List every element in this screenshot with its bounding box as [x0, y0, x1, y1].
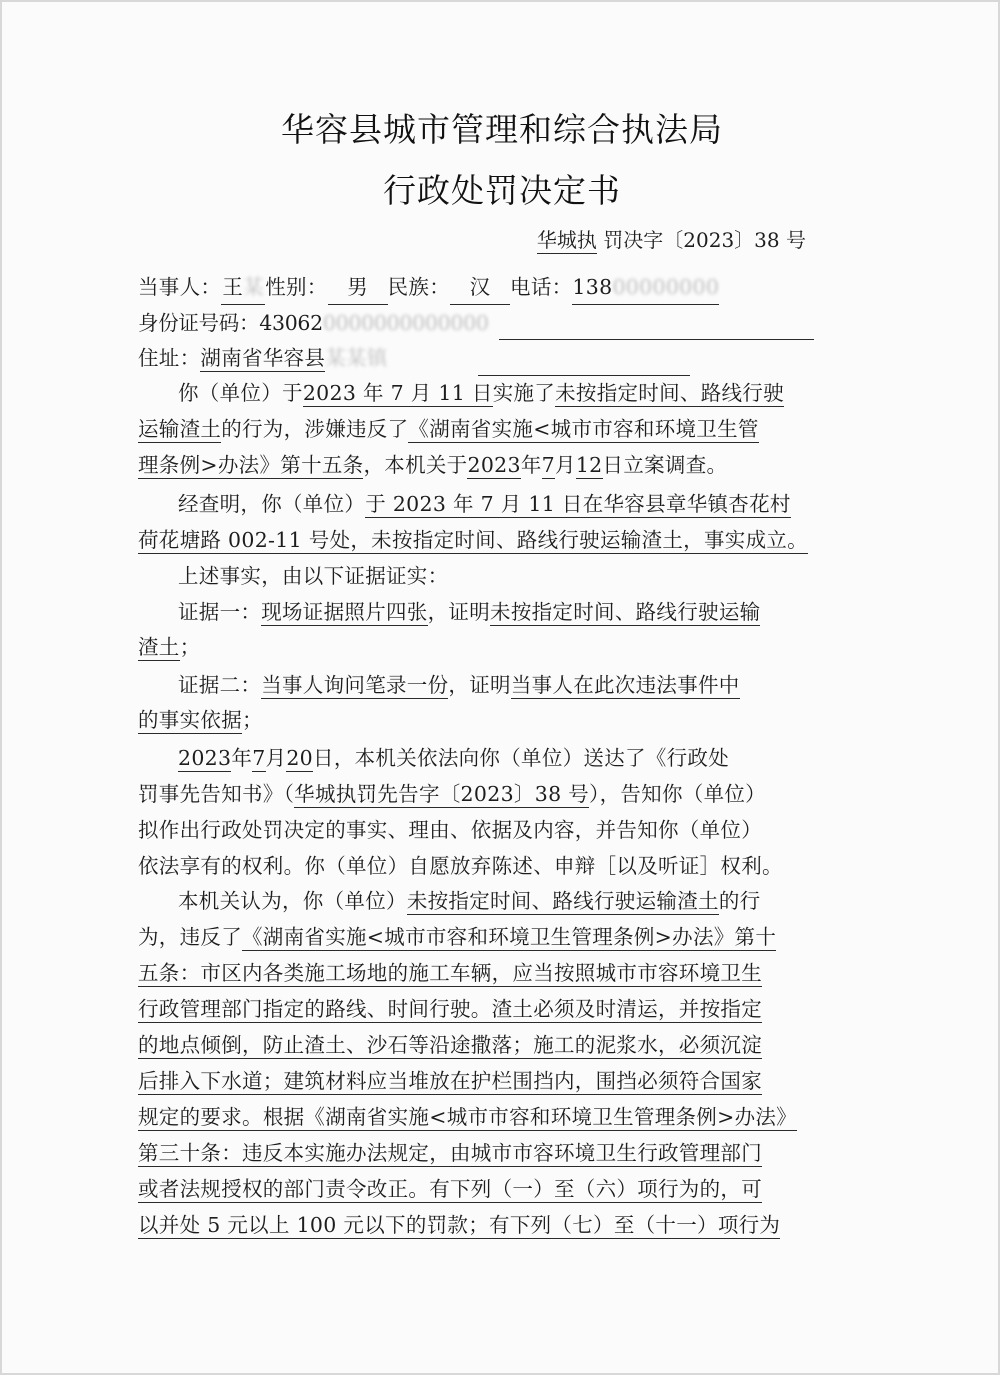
p5-line-2: 为，违反了《湖南省实施<城市市容和环境卫生管理条例>办法》第十 — [138, 925, 777, 949]
p4-line-4: 依法享有的权利。你（单位）自愿放弃陈述、申辩［以及听证］权利。 — [138, 854, 783, 878]
address-underline — [478, 349, 690, 376]
p2-line-1: 经查明，你（单位）于 2023 年 7 月 11 日在华容县章华镇杏花村 — [178, 492, 791, 516]
doc-number-rest: 罚决字〔2023〕38 号 — [603, 228, 806, 252]
label-ethnicity: 民族： — [387, 275, 451, 299]
party-line — [138, 270, 814, 304]
party-address: 湖南省华容县 — [200, 346, 326, 370]
p5-line-10: 以并处 5 元以上 100 元以下的罚款；有下列（七）至（十一）项行为 — [138, 1213, 781, 1237]
id-underline — [499, 313, 814, 340]
party-phone: 13800000000 — [572, 270, 719, 305]
party-name: 王某 — [221, 270, 265, 305]
p4-line-3: 拟作出行政处罚决定的事实、理由、依据及内容，并告知你（单位） — [138, 818, 762, 842]
p1-line-3: 理条例>办法》第十五条，本机关于2023年7月12日立案调查。 — [138, 453, 728, 477]
p5-line-8: 第三十条：违反本实施办法规定，由城市市容环境卫生行政管理部门 — [138, 1141, 762, 1165]
evidence-2-line-1: 证据二：当事人询问笔录一份，证明当事人在此次违法事件中 — [178, 673, 740, 697]
evidence-1-line-1: 证据一：现场证据照片四张，证明未按指定时间、路线行驶运输 — [178, 600, 761, 624]
label-name: 当事人： — [138, 275, 222, 299]
p3-line: 上述事实，由以下证据证实： — [178, 564, 449, 588]
doc-number-prefix: 华城执 — [536, 228, 597, 252]
p5-line-5: 的地点倾倒，防止渣土、沙石等沿途撒落；施工的泥浆水，必须沉淀 — [138, 1033, 762, 1057]
id-line: 身份证号码：430620000000000000 — [138, 306, 814, 340]
document-type-title: 行政处罚决定书 — [383, 171, 621, 210]
agency-title: 华容县城市管理和综合执法局 — [281, 110, 723, 149]
p1-line-2: 运输渣土的行为，涉嫌违反了《湖南省实施<城市市容和环境卫生管 — [138, 417, 759, 441]
label-address: 住址： — [138, 346, 201, 370]
p5-line-3: 五条：市区内各类施工场地的施工车辆，应当按照城市市容环境卫生 — [138, 961, 762, 985]
evidence-2-line-2: 的事实依据； — [138, 708, 263, 732]
party-gender: 男 — [328, 270, 388, 305]
p1-line-1: 你（单位）于2023 年 7 月 11 日实施了未按指定时间、路线行驶 — [178, 381, 784, 405]
p5-line-6: 后排入下水道；建筑材料应当堆放在护栏围挡内，围挡必须符合国家 — [138, 1069, 762, 1093]
label-phone: 电话： — [510, 275, 573, 299]
evidence-1-line-2: 渣土； — [138, 635, 201, 659]
p5-line-1: 本机关认为，你（单位）未按指定时间、路线行驶运输渣土的行 — [178, 889, 761, 913]
label-id: 身份证号码： — [138, 311, 260, 335]
party-id-number: 43062 — [259, 311, 323, 335]
p5-line-7: 规定的要求。根据《湖南省实施<城市市容和环境卫生管理条例>办法》 — [138, 1105, 797, 1129]
document-number — [537, 224, 806, 253]
p5-line-9: 或者法规授权的部门责令改正。有下列（一）至（六）项行为的，可 — [138, 1177, 762, 1201]
p5-line-4: 行政管理部门指定的路线、时间行驶。渣土必须及时清运，并按指定 — [138, 997, 762, 1021]
address-line: 住址：湖南省华容县某某镇 — [138, 341, 814, 375]
p4-line-1: 2023年7月20日，本机关依法向你（单位）送达了《行政处 — [178, 746, 730, 770]
p2-line-2: 荷花塘路 002-11 号处，未按指定时间、路线行驶运输渣土，事实成立。 — [138, 528, 808, 552]
party-ethnicity: 汉 — [450, 270, 510, 305]
label-gender: 性别： — [265, 275, 328, 299]
p4-line-2: 罚事先告知书》（华城执罚先告字〔2023〕38 号），告知你（单位） — [138, 782, 766, 806]
